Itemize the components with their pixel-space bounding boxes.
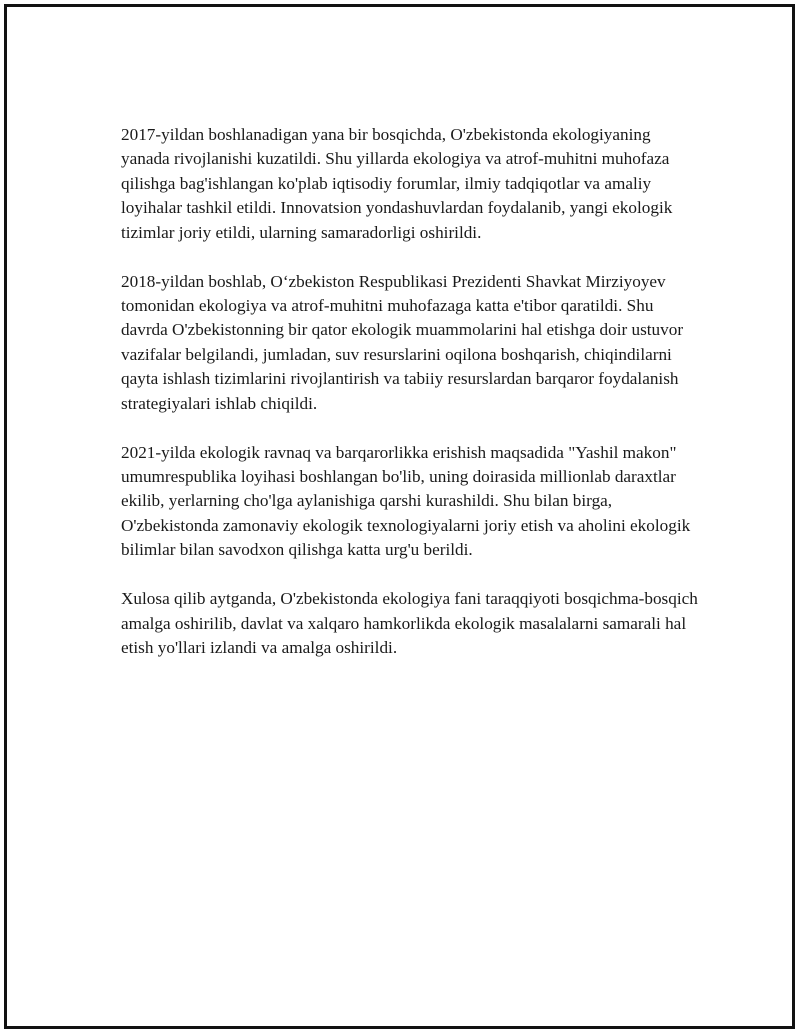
paragraph-conclusion: Xulosa qilib aytganda, O'zbekistonda ekologiya fani taraqqiyoti bosqichma-bosqich amalga oshirilib, davlat va xalqaro hamkorlikda ekologik masalalarni samarali hal etish yo'llari izlandi va amalga oshirildi. <box>121 589 698 658</box>
document-body <box>121 123 701 685</box>
document-page <box>4 4 795 1029</box>
paragraph-2017: 2017-yildan boshlanadigan yana bir bosqichda, O'zbekistonda ekologiyaning yanada rivojlanishi kuzatildi. Shu yillarda ekologiya va atrof-muhitni muhofaza qilishga bag'ishlangan ko'plab iqtisodiy forumlar, ilmiy tadqiqotlar va amaliy loyihalar tashkil etildi. Innovatsion yondashuvlardan foydalanib, yangi ekologik tizimlar joriy etildi, ularning samaradorligi oshirildi. <box>121 125 673 242</box>
paragraph-2018: 2018-yildan boshlab, O‘zbekiston Respublikasi Prezidenti Shavkat Mirziyoyev tomonidan ekologiya va atrof-muhitni muhofazaga katta e'tibor qaratildi. Shu davrda O'zbekistonning bir qator ekologik muammolarini hal etishga doir ustuvor vazifalar belgilandi, jumladan, suv resurslarini oqilona boshqarish, chiqindilarni qayta ishlash tizimlarini rivojlantirish va tabiiy resurslardan barqaror foydalanish strategiyalari ishlab chiqildi. <box>121 271 684 413</box>
paragraph-2021: 2021-yilda ekologik ravnaq va barqarorlikka erishish maqsadida "Yashil makon" umumrespublika loyihasi boshlangan bo'lib, uning doirasida millionlab daraxtlar ekilib, yerlarning cho'lga aylanishiga qarshi kurashildi. Shu bilan birga, O'zbekistonda zamonaviy ekologik texnologiyalarni joriy etish va aholini ekologik bilimlar bilan savodxon qilishga katta urg'u berildi. <box>121 442 691 560</box>
